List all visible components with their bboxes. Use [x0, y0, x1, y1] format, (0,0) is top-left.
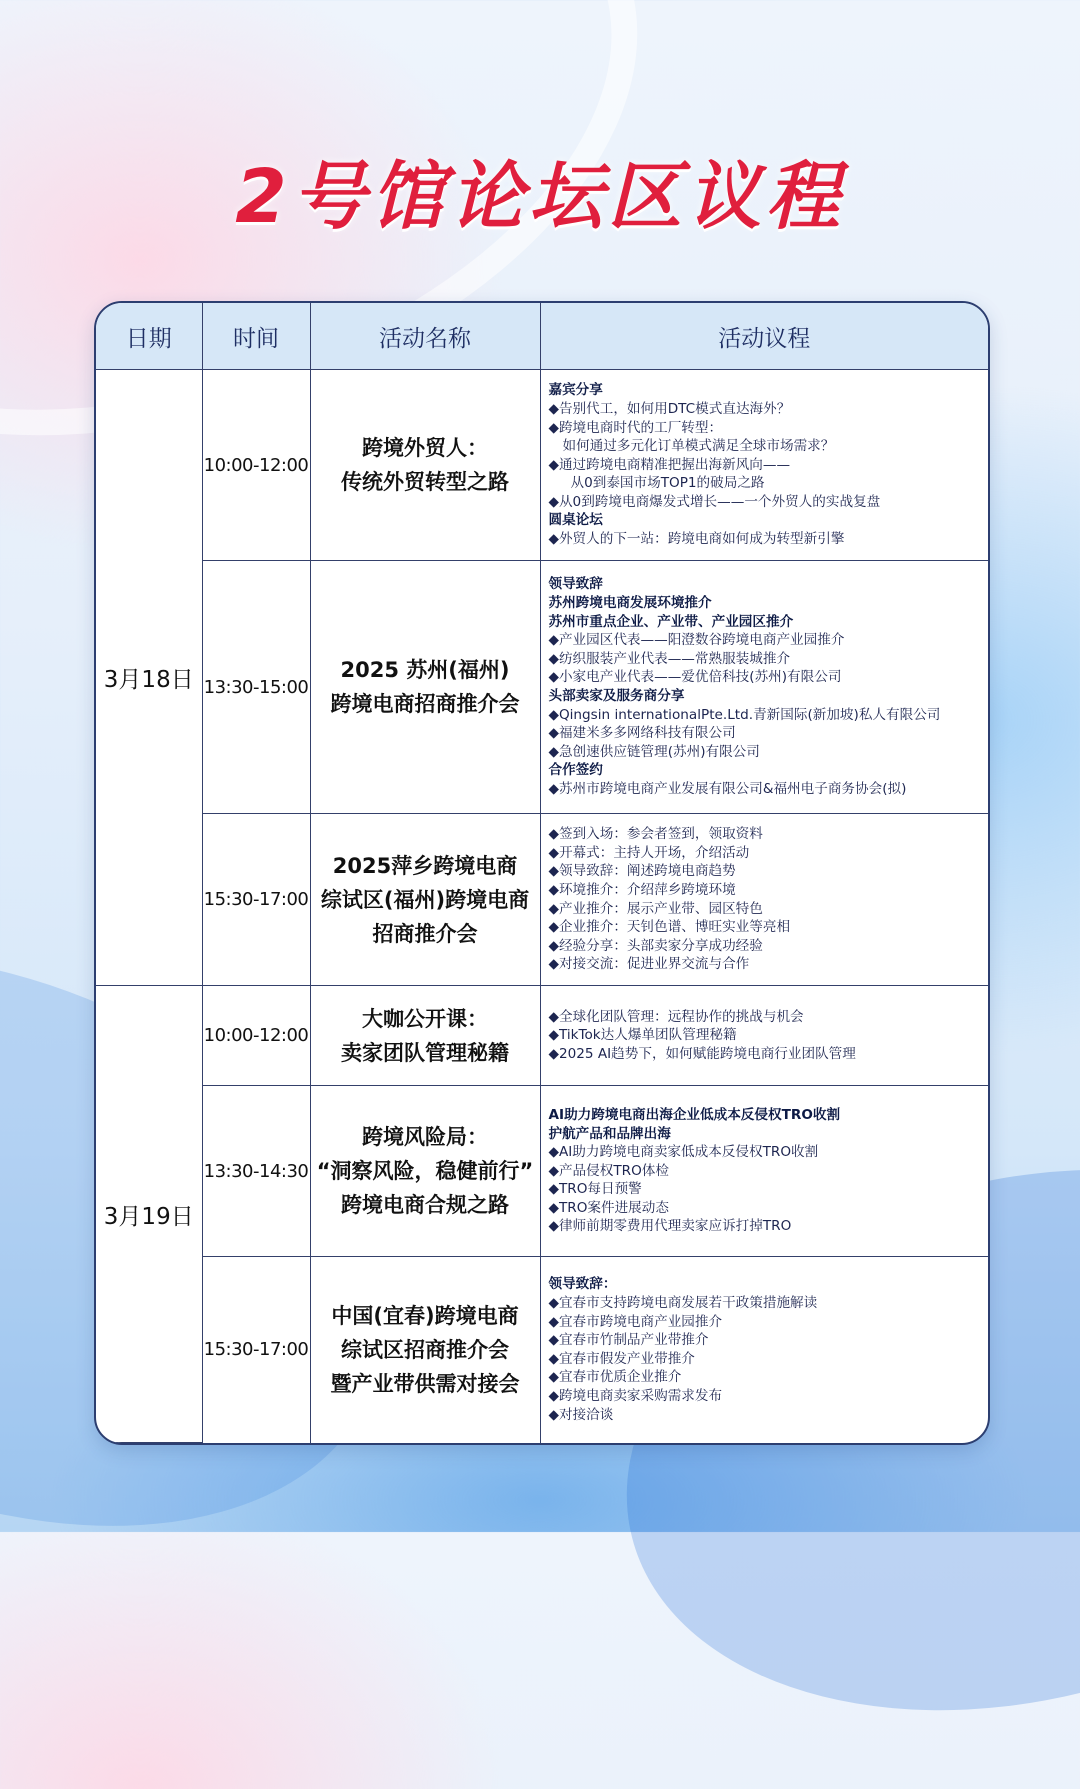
- table-row: [96, 561, 988, 814]
- session-name-line: 招商推介会: [372, 921, 478, 946]
- agenda-item: ◆苏州市跨境电商产业发展有限公司&福州电子商务协会(拟): [548, 780, 907, 797]
- time-cell: 13:30-14:30: [202, 1086, 310, 1257]
- agenda-item: ◆跨境电商时代的工厂转型：: [548, 419, 723, 436]
- table-row: [96, 1257, 988, 1443]
- time-cell: 15:30-17:00: [202, 814, 310, 986]
- agenda-item: ◆产业推介：展示产业带、园区特色: [548, 900, 763, 917]
- agenda-cell: [540, 370, 988, 561]
- session-name-line: 综试区(福州)跨境电商: [320, 887, 530, 912]
- agenda-item: ◆律师前期零费用代理卖家应诉打掉TRO: [548, 1218, 792, 1235]
- time-cell: 10:00-12:00: [202, 986, 310, 1086]
- agenda-item: 从0到泰国市场TOP1的破局之路: [570, 475, 765, 492]
- agenda-cell: [540, 1086, 988, 1257]
- session-name-line: 跨境外贸人：: [362, 436, 488, 460]
- session-name-line: 综试区招商推介会: [341, 1337, 509, 1362]
- agenda-table-card: [94, 301, 990, 1445]
- agenda-item: ◆福建米多多网络科技有限公司: [548, 725, 736, 742]
- time-cell: 13:30-15:00: [202, 561, 310, 814]
- agenda-cell: [540, 986, 988, 1086]
- agenda-item: 如何通过多元化订单模式满足全球市场需求？: [562, 438, 835, 455]
- agenda-section-heading: 护航产品和品牌出海: [548, 1125, 671, 1142]
- agenda-item: ◆宜春市竹制品产业带推介: [548, 1332, 709, 1349]
- session-name-cell: [310, 814, 540, 986]
- agenda-item: ◆通过跨境电商精准把握出海新风向——: [548, 456, 791, 473]
- agenda-section-heading: 圆桌论坛: [548, 512, 603, 529]
- table-row: [96, 814, 988, 986]
- agenda-section-heading: 领导致辞：: [548, 1276, 617, 1293]
- agenda-item: ◆对接交流：促进业界交流与合作: [548, 956, 750, 973]
- session-name-line: 2025 苏州(福州): [340, 658, 510, 682]
- agenda-item: ◆AI助力跨境电商卖家低成本反侵权TRO收割: [548, 1144, 819, 1161]
- session-name-line: 大咖公开课：: [362, 1006, 488, 1031]
- agenda-section-heading: 苏州市重点企业、产业带、产业园区推介: [548, 613, 794, 630]
- agenda-cell: [540, 1257, 988, 1443]
- session-name-cell: [310, 1086, 540, 1257]
- agenda-item: ◆全球化团队管理：远程协作的挑战与机会: [548, 1008, 804, 1025]
- agenda-section-heading: 领导致辞: [548, 576, 603, 593]
- agenda-table: [96, 303, 988, 1443]
- agenda-section-heading: 苏州跨境电商发展环境推介: [548, 595, 712, 612]
- agenda-item: ◆宜春市支持跨境电商发展若干政策措施解读: [548, 1294, 818, 1311]
- agenda-item: ◆宜春市优质企业推介: [548, 1369, 682, 1386]
- session-name-line: 跨境电商合规之路: [341, 1193, 509, 1217]
- agenda-section-heading: 头部卖家及服务商分享: [548, 688, 685, 704]
- agenda-item: ◆产品侵权TRO体检: [548, 1162, 669, 1179]
- session-name-line: 2025萍乡跨境电商: [332, 853, 518, 878]
- header-time: 时间: [202, 303, 310, 370]
- agenda-item: ◆开幕式：主持人开场，介绍活动: [548, 844, 750, 861]
- session-name-line: 跨境风险局：: [362, 1125, 488, 1149]
- agenda-cell: [540, 561, 988, 814]
- agenda-item: ◆从0到跨境电商爆发式增长——一个外贸人的实战复盘: [548, 493, 881, 510]
- agenda-item: ◆外贸人的下一站：跨境电商如何成为转型新引擎: [548, 531, 845, 548]
- agenda-item: ◆签到入场：参会者签到，领取资料: [548, 826, 763, 843]
- agenda-section-heading: 合作签约: [548, 762, 603, 779]
- agenda-item: ◆纺织服装产业代表——常熟服装城推介: [548, 650, 791, 667]
- header-agenda: 活动议程: [540, 303, 988, 370]
- header-date: 日期: [96, 303, 202, 370]
- agenda-table-body: [96, 370, 988, 1443]
- time-cell: 10:00-12:00: [202, 370, 310, 561]
- session-name-cell: [310, 561, 540, 814]
- table-row: [96, 1086, 988, 1257]
- time-cell: 15:30-17:00: [202, 1257, 310, 1443]
- session-name-cell: [310, 370, 540, 561]
- agenda-item: ◆企业推介：天钊色谱、博旺实业等亮相: [548, 919, 791, 936]
- agenda-item: ◆领导致辞：阐述跨境电商趋势: [548, 863, 736, 880]
- page-title: 2号馆论坛区议程: [235, 154, 845, 240]
- agenda-item: ◆告别代工，如何用DTC模式直达海外？: [548, 400, 791, 417]
- table-row: [96, 370, 988, 561]
- agenda-item: ◆对接洽谈: [548, 1406, 614, 1423]
- agenda-item: ◆宜春市跨境电商产业园推介: [548, 1313, 723, 1330]
- session-name-cell: [310, 1257, 540, 1443]
- agenda-item: ◆Qingsin internationalPte.Ltd.青新国际(新加坡)私人有限公司: [548, 706, 941, 723]
- session-name-line: 卖家团队管理秘籍: [341, 1040, 509, 1065]
- date-cell: 3月18日: [96, 370, 202, 986]
- date-cell: 3月19日: [96, 986, 202, 1443]
- agenda-item: ◆环境推介：介绍萍乡跨境环境: [548, 881, 736, 898]
- agenda-item: ◆TikTok达人爆单团队管理秘籍: [548, 1027, 737, 1044]
- agenda-section-heading: 嘉宾分享: [548, 382, 603, 399]
- agenda-item: ◆TRO案件进展动态: [548, 1199, 669, 1216]
- session-name-line: 中国(宜春)跨境电商: [331, 1303, 519, 1328]
- session-name-line: 暨产业带供需对接会: [330, 1371, 520, 1396]
- table-row: [96, 986, 988, 1086]
- agenda-item: ◆经验分享：头部卖家分享成功经验: [548, 937, 763, 954]
- agenda-item: ◆TRO每日预警: [548, 1181, 642, 1198]
- agenda-item: ◆跨境电商卖家采购需求发布: [548, 1387, 723, 1404]
- agenda-section-heading: AI助力跨境电商出海企业低成本反侵权TRO收割: [548, 1106, 841, 1123]
- header-name: 活动名称: [310, 303, 540, 370]
- session-name-line: 跨境电商招商推介会: [330, 692, 520, 716]
- table-header-row: [96, 303, 988, 370]
- agenda-cell: [540, 814, 988, 986]
- session-name-line: “洞察风险，稳健前行”: [316, 1159, 534, 1183]
- session-name-cell: [310, 986, 540, 1086]
- agenda-item: ◆急创速供应链管理(苏州)有限公司: [548, 743, 760, 760]
- agenda-item: ◆2025 AI趋势下，如何赋能跨境电商行业团队管理: [548, 1045, 856, 1062]
- agenda-item: ◆宜春市假发产业带推介: [548, 1350, 695, 1367]
- agenda-item: ◆小家电产业代表——爱优倍科技(苏州)有限公司: [548, 669, 842, 686]
- session-name-line: 传统外贸转型之路: [341, 470, 509, 494]
- agenda-item: ◆产业园区代表——阳澄数谷跨境电商产业园推介: [548, 632, 845, 649]
